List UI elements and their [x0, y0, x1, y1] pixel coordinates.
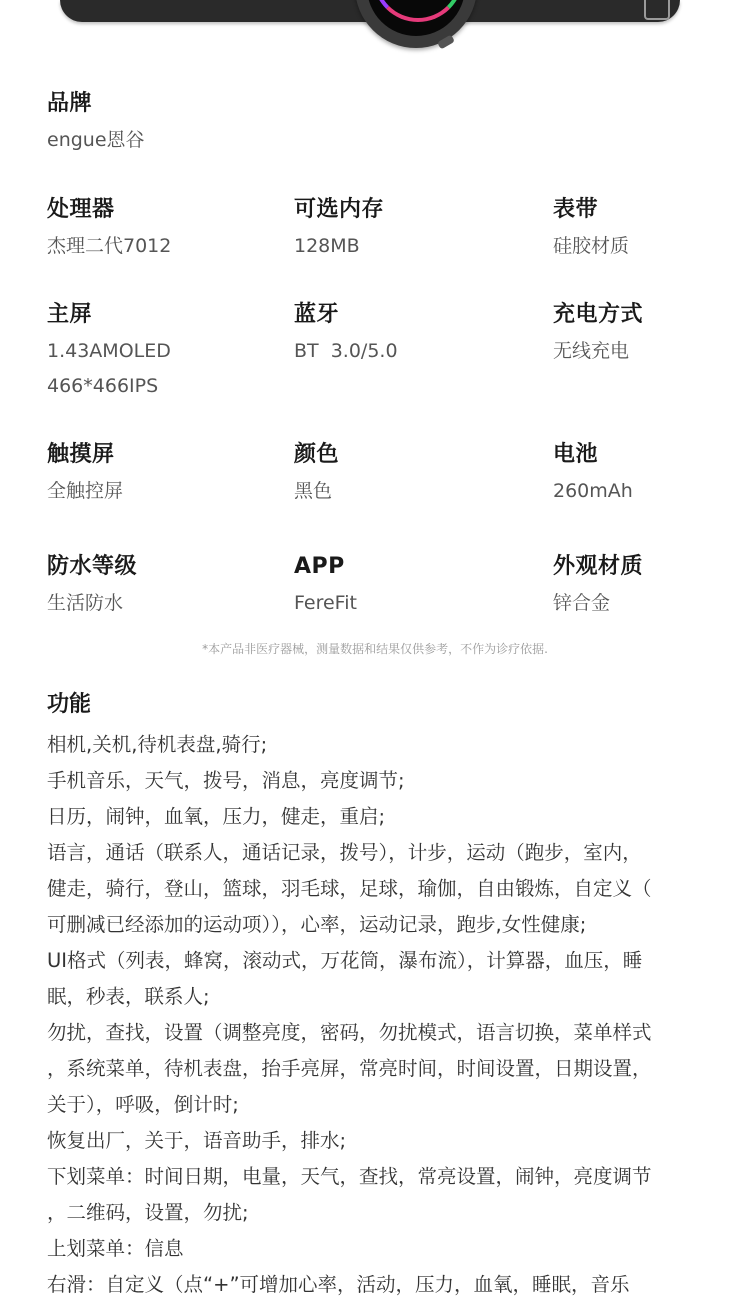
spec-value-strap: 硅胶材质: [553, 235, 630, 257]
feature-line: UI格式（列表，蜂窝，滚动式，万花筒，瀑布流），计算器，血压，睡: [47, 949, 643, 972]
medical-disclaimer: *本产品非医疗器械，测量数据和结果仅供参考，不作为诊疗依据.: [202, 642, 548, 656]
spec-value-battery: 260mAh: [553, 480, 633, 502]
feature-line: 上划菜单：信息: [47, 1237, 184, 1260]
feature-line: 眠，秒表，联系人;: [47, 985, 210, 1008]
feature-line: 右滑：自定义（点“+”可增加心率，活动，压力，血氧，睡眠，音乐: [47, 1273, 630, 1296]
spec-value-processor: 杰理二代7012: [47, 235, 172, 257]
spec-value-screen: 1.43AMOLED: [47, 340, 171, 362]
watch-face: [367, 0, 465, 36]
feature-line: 手机音乐，天气，拨号，消息，亮度调节;: [47, 769, 405, 792]
spec-label-bluetooth: 蓝牙: [294, 302, 340, 327]
feature-line: 关于），呼吸，倒计时;: [47, 1093, 239, 1116]
feature-line: 下划菜单：时间日期，电量，天气，查找，常亮设置，闹钟，亮度调节: [47, 1165, 652, 1188]
feature-line: ，二维码，设置，勿扰;: [47, 1201, 249, 1224]
brand-label: 品牌: [47, 91, 93, 116]
features-title: 功能: [47, 692, 92, 717]
feature-line: 可删减已经添加的运动项）），心率，运动记录，跑步,女性健康;: [47, 913, 587, 936]
spec-label-battery: 电池: [553, 442, 599, 467]
activity-ring: [373, 0, 463, 22]
feature-line: 勿扰，查找，设置（调整亮度，密码，勿扰模式，语言切换，菜单样式: [47, 1021, 652, 1044]
spec-label-app: APP: [294, 554, 345, 579]
spec-value-material: 锌合金: [553, 592, 611, 614]
spec-label-screen: 主屏: [47, 302, 93, 327]
spec-value-waterproof: 生活防水: [47, 592, 124, 614]
spec-value-screen-resolution: 466*466IPS: [47, 375, 159, 397]
feature-line: ，系统菜单，待机表盘，抬手亮屏，常亮时间，时间设置，日期设置，: [47, 1057, 652, 1080]
spec-label-memory: 可选内存: [294, 197, 385, 222]
brand-value: engue恩谷: [47, 129, 145, 151]
spec-value-charging: 无线充电: [553, 340, 630, 362]
spec-label-waterproof: 防水等级: [47, 554, 138, 579]
spec-value-touch: 全触控屏: [47, 480, 124, 502]
features-list: [47, 727, 707, 1303]
spec-label-processor: 处理器: [47, 197, 115, 222]
feature-line: 日历，闹钟，血氧，压力，健走，重启;: [47, 805, 386, 828]
product-image: [0, 0, 750, 62]
spec-value-color: 黑色: [294, 480, 333, 502]
spec-label-strap: 表带: [553, 197, 599, 222]
watch-body: [355, 0, 477, 48]
spec-label-material: 外观材质: [553, 554, 644, 579]
feature-line: 恢复出厂，关于，语音助手，排水;: [47, 1129, 347, 1152]
spec-value-app: FereFit: [294, 592, 357, 614]
spec-value-bluetooth: BT 3.0/5.0: [294, 340, 398, 362]
spec-label-charging: 充电方式: [553, 302, 644, 327]
feature-line: 健走，骑行，登山，篮球，羽毛球，足球，瑜伽，自由锻炼，自定义（: [47, 877, 652, 900]
feature-line: 相机,关机,待机表盘,骑行;: [47, 733, 268, 756]
spec-label-touch: 触摸屏: [47, 442, 115, 467]
strap-buckle: [644, 0, 670, 20]
spec-value-memory: 128MB: [294, 235, 360, 257]
spec-label-color: 颜色: [294, 442, 340, 467]
feature-line: 语言，通话（联系人，通话记录，拨号），计步，运动（跑步，室内，: [47, 841, 642, 864]
